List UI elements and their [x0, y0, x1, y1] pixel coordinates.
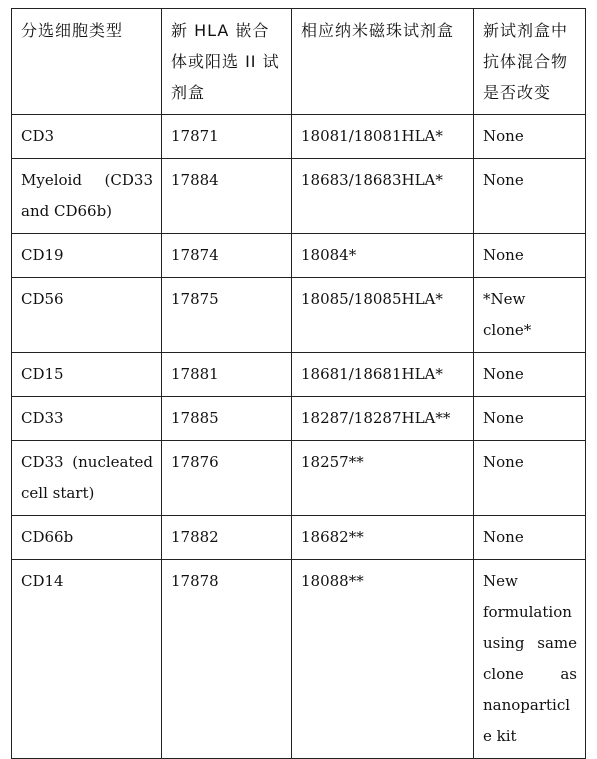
new-kit-number: 17876 — [162, 441, 292, 516]
new-kit-number: 17871 — [162, 115, 292, 159]
antibody-changed: None — [474, 115, 586, 159]
antibody-changed: *New clone* — [474, 278, 586, 353]
new-kit-number: 17875 — [162, 278, 292, 353]
header-antibody-changed: 新试剂盒中抗体混合物是否改变 — [474, 9, 586, 115]
new-kit-number: 17882 — [162, 516, 292, 560]
table-row — [12, 441, 586, 516]
cell-type: Myeloid (CD33 and CD66b) — [12, 159, 162, 234]
nano-kit-number: 18287/18287HLA** — [292, 397, 474, 441]
table-row — [12, 115, 586, 159]
table-row — [12, 560, 586, 759]
nano-kit-number: 18683/18683HLA* — [292, 159, 474, 234]
nano-kit-number: 18681/18681HLA* — [292, 353, 474, 397]
cell-type: CD33 — [12, 397, 162, 441]
header-cell-type: 分选细胞类型 — [12, 9, 162, 115]
antibody-changed: None — [474, 516, 586, 560]
table-header-row — [12, 9, 586, 115]
nano-kit-number: 18257** — [292, 441, 474, 516]
antibody-changed: None — [474, 159, 586, 234]
header-new-kit: 新 HLA 嵌合体或阳选 II 试剂盒 — [162, 9, 292, 115]
new-kit-number: 17878 — [162, 560, 292, 759]
cell-type: CD15 — [12, 353, 162, 397]
nano-kit-number: 18084* — [292, 234, 474, 278]
cell-type: CD14 — [12, 560, 162, 759]
cell-type: CD66b — [12, 516, 162, 560]
table-row — [12, 516, 586, 560]
antibody-changed: None — [474, 397, 586, 441]
table-row — [12, 353, 586, 397]
cell-type: CD33 (nucleated cell start) — [12, 441, 162, 516]
cell-type: CD3 — [12, 115, 162, 159]
new-kit-number: 17874 — [162, 234, 292, 278]
antibody-changed: None — [474, 234, 586, 278]
cell-type: CD56 — [12, 278, 162, 353]
nano-kit-number: 18085/18085HLA* — [292, 278, 474, 353]
kit-comparison-table — [11, 8, 586, 759]
table-row — [12, 159, 586, 234]
table-row — [12, 278, 586, 353]
antibody-changed: None — [474, 353, 586, 397]
table-row — [12, 397, 586, 441]
nano-kit-number: 18088** — [292, 560, 474, 759]
new-kit-number: 17884 — [162, 159, 292, 234]
cell-type: CD19 — [12, 234, 162, 278]
nano-kit-number: 18081/18081HLA* — [292, 115, 474, 159]
nano-kit-number: 18682** — [292, 516, 474, 560]
antibody-changed: New formulation using same clone as nanoparticle kit — [474, 560, 586, 759]
new-kit-number: 17885 — [162, 397, 292, 441]
header-nano-kit: 相应纳米磁珠试剂盒 — [292, 9, 474, 115]
new-kit-number: 17881 — [162, 353, 292, 397]
antibody-changed: None — [474, 441, 586, 516]
table-row — [12, 234, 586, 278]
